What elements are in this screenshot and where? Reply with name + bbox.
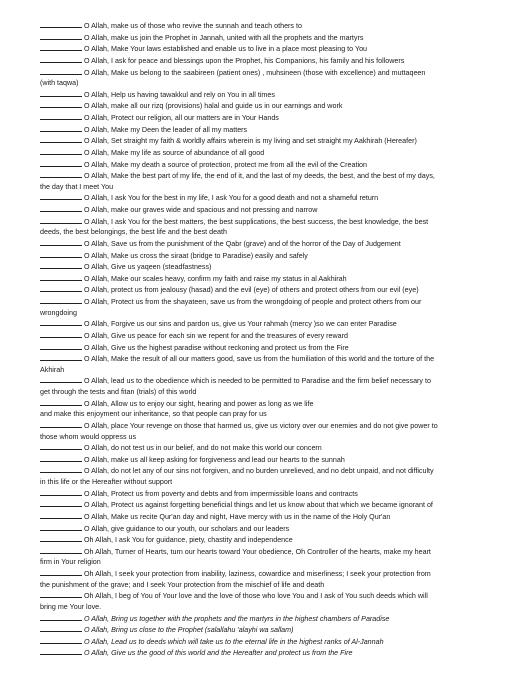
- dua-text: O Allah, make us join the Prophet in Jannah, united with all the prophets and the martyrs: [84, 33, 364, 42]
- dua-item: [40, 534, 483, 546]
- dua-text: get through the tests and fitan (trials) of this world: [40, 388, 197, 396]
- dua-text: Oh Allah, I ask You for guidance, piety, chastity and independence: [84, 536, 293, 545]
- dua-text: (with taqwa): [40, 79, 79, 88]
- checkbox-blank-line[interactable]: [40, 624, 82, 632]
- dua-item: [40, 636, 483, 648]
- dua-item: [40, 170, 483, 182]
- dua-item: [40, 192, 483, 204]
- dua-item: [40, 135, 483, 147]
- dua-text: O Allah, Help us having tawakkul and rely on You in all times: [84, 90, 275, 99]
- dua-item: [40, 216, 483, 228]
- dua-text: O Allah, Save us from the punishment of the Qabr (grave) and of the horror of the Day of Judgement: [84, 239, 401, 248]
- dua-text: O Allah, Protect us against forgetting beneficial things and let us know about that which we became ignorant of: [84, 501, 433, 510]
- dua-item: [40, 20, 483, 32]
- dua-item: [40, 647, 483, 659]
- dua-item: [40, 124, 483, 136]
- checkbox-blank-line[interactable]: [40, 32, 82, 40]
- dua-text: O Allah, give guidance to our youth, our scholars and our leaders: [84, 524, 290, 533]
- dua-text: O Allah, Set straight my faith & worldly affairs wherein is my living and set straight my Aakhirah (Hereafer): [84, 137, 417, 146]
- dua-item: [40, 55, 483, 67]
- dua-item: [40, 238, 483, 250]
- dua-text: O Allah, Bring us together with the prophets and the martyrs in the highest chambers of Paradise: [84, 614, 390, 623]
- dua-item-continuation: [40, 308, 483, 319]
- dua-item-continuation: [40, 580, 483, 591]
- dua-text: Akhirah: [40, 365, 65, 374]
- dua-text: O Allah, Make my death a source of protection, protect me from all the evil of the Creation: [84, 160, 367, 169]
- dua-text: O Allah, Give us the highest paradise without reckoning and protect us from the Fire: [84, 343, 349, 352]
- dua-item: [40, 353, 483, 365]
- checkbox-blank-line[interactable]: [40, 43, 82, 51]
- checkbox-blank-line[interactable]: [40, 284, 82, 292]
- checkbox-blank-line[interactable]: [40, 511, 82, 519]
- dua-text: and make this enjoyment our inheritance, so that people can pray for us: [40, 410, 267, 419]
- dua-item-continuation: [40, 227, 483, 238]
- checkbox-blank-line[interactable]: [40, 112, 82, 120]
- dua-text: wrongdoing: [40, 308, 77, 317]
- dua-text: in this life or the Hereafter without support: [40, 478, 173, 486]
- dua-item: [40, 523, 483, 535]
- checkbox-blank-line[interactable]: [40, 20, 82, 28]
- dua-item: [40, 398, 483, 410]
- dua-item: [40, 89, 483, 101]
- dua-item: [40, 273, 483, 285]
- checkbox-blank-line[interactable]: [40, 318, 82, 326]
- checkbox-blank-line[interactable]: [40, 499, 82, 507]
- dua-item-continuation: [40, 432, 483, 443]
- dua-text: O Allah, Make us cross the siraat (bridge to Paradise) easily and safely: [84, 251, 308, 260]
- dua-item-continuation: [40, 409, 483, 420]
- dua-item-continuation: [40, 365, 483, 376]
- dua-item: [40, 261, 483, 273]
- dua-item: [40, 624, 483, 636]
- checkbox-blank-line[interactable]: [40, 613, 82, 621]
- checkbox-blank-line[interactable]: [40, 590, 82, 598]
- dua-item: [40, 147, 483, 159]
- checkbox-blank-line[interactable]: [40, 100, 82, 108]
- dua-text: O Allah, Make my life as source of abundance of all good: [84, 148, 265, 157]
- checkbox-blank-line[interactable]: [40, 420, 82, 428]
- dua-text: O Allah, Make Your laws established and enable us to live in a place most pleasing to You: [84, 45, 368, 54]
- dua-text: O Allah, Protect us from the shayateen, save us from the wrongdoing of people and protect others from our: [84, 298, 422, 306]
- dua-item: [40, 100, 483, 112]
- dua-item: [40, 342, 483, 354]
- dua-text: O Allah, Give us peace for each sin we repent for and the treasures of every reward: [84, 331, 348, 340]
- dua-item-continuation: [40, 387, 483, 398]
- dua-text: O Allah, Bring us close to the Prophet (salallahu 'alayhi wa sallam): [84, 626, 294, 635]
- dua-item-continuation: [40, 557, 483, 568]
- checkbox-blank-line[interactable]: [40, 170, 82, 178]
- dua-text: O Allah, I ask You for the best matters, the best supplications, the best success, the best knowledge, the best: [84, 217, 429, 226]
- dua-text: O Allah, Forgive us our sins and pardon us, give us Your rahmah (mercy )so we can enter Paradise: [84, 320, 397, 329]
- dua-text: the punishment of the grave; and I seek Your protection from the mischief of life and death: [40, 580, 325, 589]
- checkbox-blank-line[interactable]: [40, 204, 82, 212]
- dua-text: O Allah, Make us recite Qur'an day and night, Have mercy with us in the name of the Holy Qur'an: [84, 512, 391, 521]
- dua-item: [40, 465, 483, 477]
- checkbox-blank-line[interactable]: [40, 55, 82, 63]
- checkbox-blank-line[interactable]: [40, 636, 82, 644]
- dua-item-continuation: [40, 602, 483, 613]
- dua-item: [40, 420, 483, 432]
- dua-item-continuation: [40, 182, 483, 193]
- dua-item: [40, 330, 483, 342]
- dua-item: [40, 375, 483, 387]
- dua-item: [40, 32, 483, 44]
- dua-item: [40, 546, 483, 558]
- dua-text: O Allah, I ask for peace and blessings upon the Prophet, his Companions, his family and his followers: [84, 56, 405, 65]
- dua-item: [40, 284, 483, 296]
- dua-text: O Allah, make all our rizq (provisions) halal and guide us in our earnings and work: [84, 102, 343, 111]
- dua-text: O Allah, Allow us to enjoy our sight, hearing and power as long as we life: [84, 399, 314, 408]
- checkbox-blank-line[interactable]: [40, 261, 82, 269]
- dua-item: [40, 511, 483, 523]
- checkbox-blank-line[interactable]: [40, 273, 82, 281]
- dua-text: O Allah, Make us belong to the saabireen (patient ones) , muhsineen (those with excellence) and muttaqeen: [84, 68, 426, 77]
- checkbox-blank-line[interactable]: [40, 342, 82, 350]
- dua-text: O Allah, Protect our religion, all our matters are in Your Hands: [84, 114, 279, 122]
- checkbox-blank-line[interactable]: [40, 488, 82, 496]
- dua-text: those whom would oppress us: [40, 432, 137, 441]
- dua-text: O Allah, Lead us to deeds which will take us to the eternal life in the highest ranks of Al-Jannah: [84, 637, 384, 646]
- checkbox-blank-line[interactable]: [40, 250, 82, 258]
- checkbox-blank-line[interactable]: [40, 546, 82, 554]
- checkbox-blank-line[interactable]: [40, 398, 82, 406]
- checkbox-blank-line[interactable]: [40, 67, 82, 75]
- dua-item: [40, 67, 483, 79]
- dua-text: O Allah, lead us to the obedience which is needed to be permitted to Paradise and the firm belief necessary to: [84, 377, 431, 386]
- dua-item: [40, 568, 483, 580]
- dua-text: O Allah, I ask You for the best in my life, I ask You for a good death and not a shameful return: [84, 194, 379, 203]
- dua-text: deeds, the best belongings, the best life and the best death: [40, 228, 227, 237]
- dua-text: Oh Allah, I beg of You of Your love and the love of those who love You and I ask of You such deeds which will: [84, 592, 428, 601]
- dua-item-continuation: [40, 477, 483, 488]
- dua-text: O Allah, place Your revenge on those that harmed us, give us victory over our enemies and do not give power to: [84, 421, 438, 430]
- dua-text: O Allah, Make the result of all our matters good, save us from the humiliation of this world and the torture of the: [84, 355, 435, 364]
- dua-item: [40, 454, 483, 466]
- checkbox-blank-line[interactable]: [40, 89, 82, 97]
- dua-item: [40, 442, 483, 454]
- dua-text: O Allah, Give us the good of this world and the Hereafter and protect us from the Fire: [84, 649, 353, 658]
- dua-item: [40, 250, 483, 262]
- dua-text: O Allah, Give us yaqeen (steadfastness): [84, 263, 212, 272]
- dua-text: O Allah, Protect us from poverty and debts and from impermissible loans and contracts: [84, 489, 358, 498]
- dua-text: O Allah, Make the best part of my life, the end of it, and the last of my deeds, the best, and the best of my days,: [84, 172, 435, 181]
- dua-item: [40, 613, 483, 625]
- dua-text: O Allah, make us all keep asking for forgiveness and lead our hearts to the sunnah: [84, 455, 345, 464]
- dua-item: [40, 159, 483, 171]
- checkbox-blank-line[interactable]: [40, 330, 82, 338]
- checkbox-blank-line[interactable]: [40, 353, 82, 361]
- dua-text: Oh Allah, I seek your protection from inability, laziness, cowardice and miserliness; I seek your protection from: [84, 570, 431, 578]
- checkbox-blank-line[interactable]: [40, 568, 82, 576]
- dua-text: O Allah, do not let any of our sins not forgiven, and no burden unrelieved, and no debt unpaid, and not difficulty: [84, 467, 434, 476]
- dua-text: O Allah, do not test us in our belief, and do not make this world our concern: [84, 444, 322, 453]
- dua-item: [40, 318, 483, 330]
- dua-text: O Allah, protect us from jealousy (hasad) and the evil (eye) of others and protect others from our evil (eye): [84, 286, 419, 295]
- checkbox-blank-line[interactable]: [40, 124, 82, 132]
- dua-text: firm in Your religion: [40, 558, 101, 567]
- dua-item: [40, 499, 483, 511]
- checkbox-blank-line[interactable]: [40, 442, 82, 450]
- checkbox-blank-line[interactable]: [40, 216, 82, 224]
- dua-text: O Allah, make us of those who revive the sunnah and teach others to: [84, 22, 302, 30]
- dua-item: [40, 488, 483, 500]
- checkbox-blank-line[interactable]: [40, 135, 82, 143]
- dua-item: [40, 43, 483, 55]
- checkbox-blank-line[interactable]: [40, 523, 82, 531]
- dua-item: [40, 590, 483, 602]
- dua-text: bring me Your love.: [40, 602, 102, 611]
- dua-item: [40, 204, 483, 216]
- dua-text: O Allah, make our graves wide and spacious and not pressing and narrow: [84, 206, 318, 214]
- dua-text: the day that I meet You: [40, 182, 114, 191]
- checkbox-blank-line[interactable]: [40, 375, 82, 383]
- dua-item: [40, 296, 483, 308]
- checkbox-blank-line[interactable]: [40, 454, 82, 462]
- checkbox-blank-line[interactable]: [40, 296, 82, 304]
- checkbox-blank-line[interactable]: [40, 465, 82, 473]
- dua-item-continuation: [40, 78, 483, 89]
- checkbox-blank-line[interactable]: [40, 192, 82, 200]
- dua-text: Oh Allah, Turner of Hearts, turn our hearts toward Your obedience, Oh Controller of the hearts, make my heart: [84, 547, 431, 556]
- checkbox-blank-line[interactable]: [40, 647, 82, 655]
- checkbox-blank-line[interactable]: [40, 159, 82, 167]
- dua-text: O Allah, Make my Deen the leader of all my matters: [84, 125, 248, 134]
- dua-text: O Allah, Make our scales heavy, confirm my faith and raise my status in al Aakhirah: [84, 274, 347, 283]
- checkbox-blank-line[interactable]: [40, 534, 82, 542]
- checkbox-blank-line[interactable]: [40, 147, 82, 155]
- dua-item: [40, 112, 483, 124]
- checkbox-blank-line[interactable]: [40, 238, 82, 246]
